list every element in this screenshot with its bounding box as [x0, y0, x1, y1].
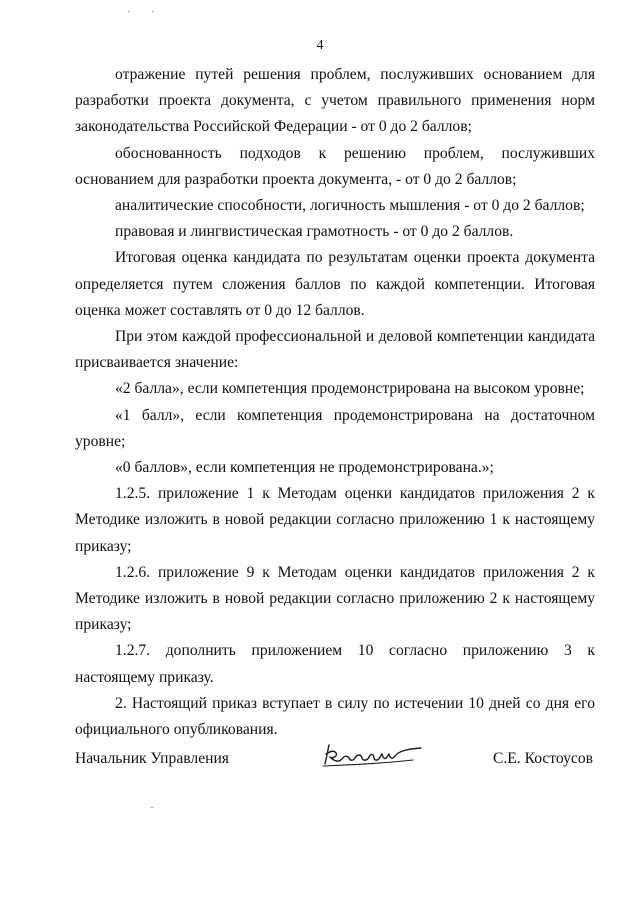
handwritten-signature — [317, 736, 427, 776]
paragraph-criterion-3: аналитические способности, логичность мышления - от 0 до 2 баллов; — [115, 197, 585, 215]
paragraph-total-score: Итоговая оценка кандидата по результатам оценки проекта документа определяется путем сложения баллов по каждой компетенции. Итоговая оценка может составлять от 0 до 12 баллов. — [75, 249, 595, 319]
paragraph-score-0: «0 баллов», если компетенция не продемонстрирована.»; — [115, 459, 494, 477]
paragraph-criterion-2: обоснованность подходов к решению проблем, послуживших основанием для разработки проекта документа, - от 0 до 2 баллов; — [75, 144, 595, 188]
paragraph-item-1-2-5: 1.2.5. приложение 1 к Методам оценки кандидатов приложения 2 к Методике изложить в новой редакции согласно приложению 1 к настоящему приказу; — [75, 485, 595, 555]
signature-block — [75, 746, 595, 776]
paragraph-item-1-2-6: 1.2.6. приложение 9 к Методам оценки кандидатов приложения 2 к Методике изложить в новой редакции согласно приложению 2 к настоящему приказу; — [75, 563, 595, 634]
paragraph-criterion-1: отражение путей решения проблем, послуживших основанием для разработки проекта документа, с учетом правильного применения норм законодательства Российской Федерации - от 0 до 2 баллов; — [75, 66, 595, 136]
scan-speck — [128, 11, 130, 12]
signatory-position: Начальник Управления — [75, 750, 229, 767]
paragraph-criterion-4: правовая и лингвистическая грамотность - от 0 до 2 баллов. — [115, 223, 514, 241]
scan-speck — [151, 807, 153, 808]
paragraph-score-1: «1 балл», если компетенция продемонстрирована на достаточном уровне; — [75, 406, 595, 450]
paragraph-scoring-intro: При этом каждой профессиональной и деловой компетенции кандидата присваивается значение: — [75, 328, 595, 372]
scan-speck — [152, 11, 154, 12]
paragraph-score-2: «2 балла», если компетенция продемонстрирована на высоком уровне; — [115, 380, 585, 398]
page-number: 4 — [316, 38, 324, 53]
paragraph-effective-date: 2. Настоящий приказ вступает в силу по истечении 10 дней со дня его официального опубликования. — [75, 694, 595, 739]
document-body — [75, 62, 595, 743]
paragraph-item-1-2-7: 1.2.7. дополнить приложением 10 согласно приложению 3 к настоящему приказу. — [75, 642, 595, 686]
signatory-name: С.Е. Костоусов — [492, 750, 593, 767]
